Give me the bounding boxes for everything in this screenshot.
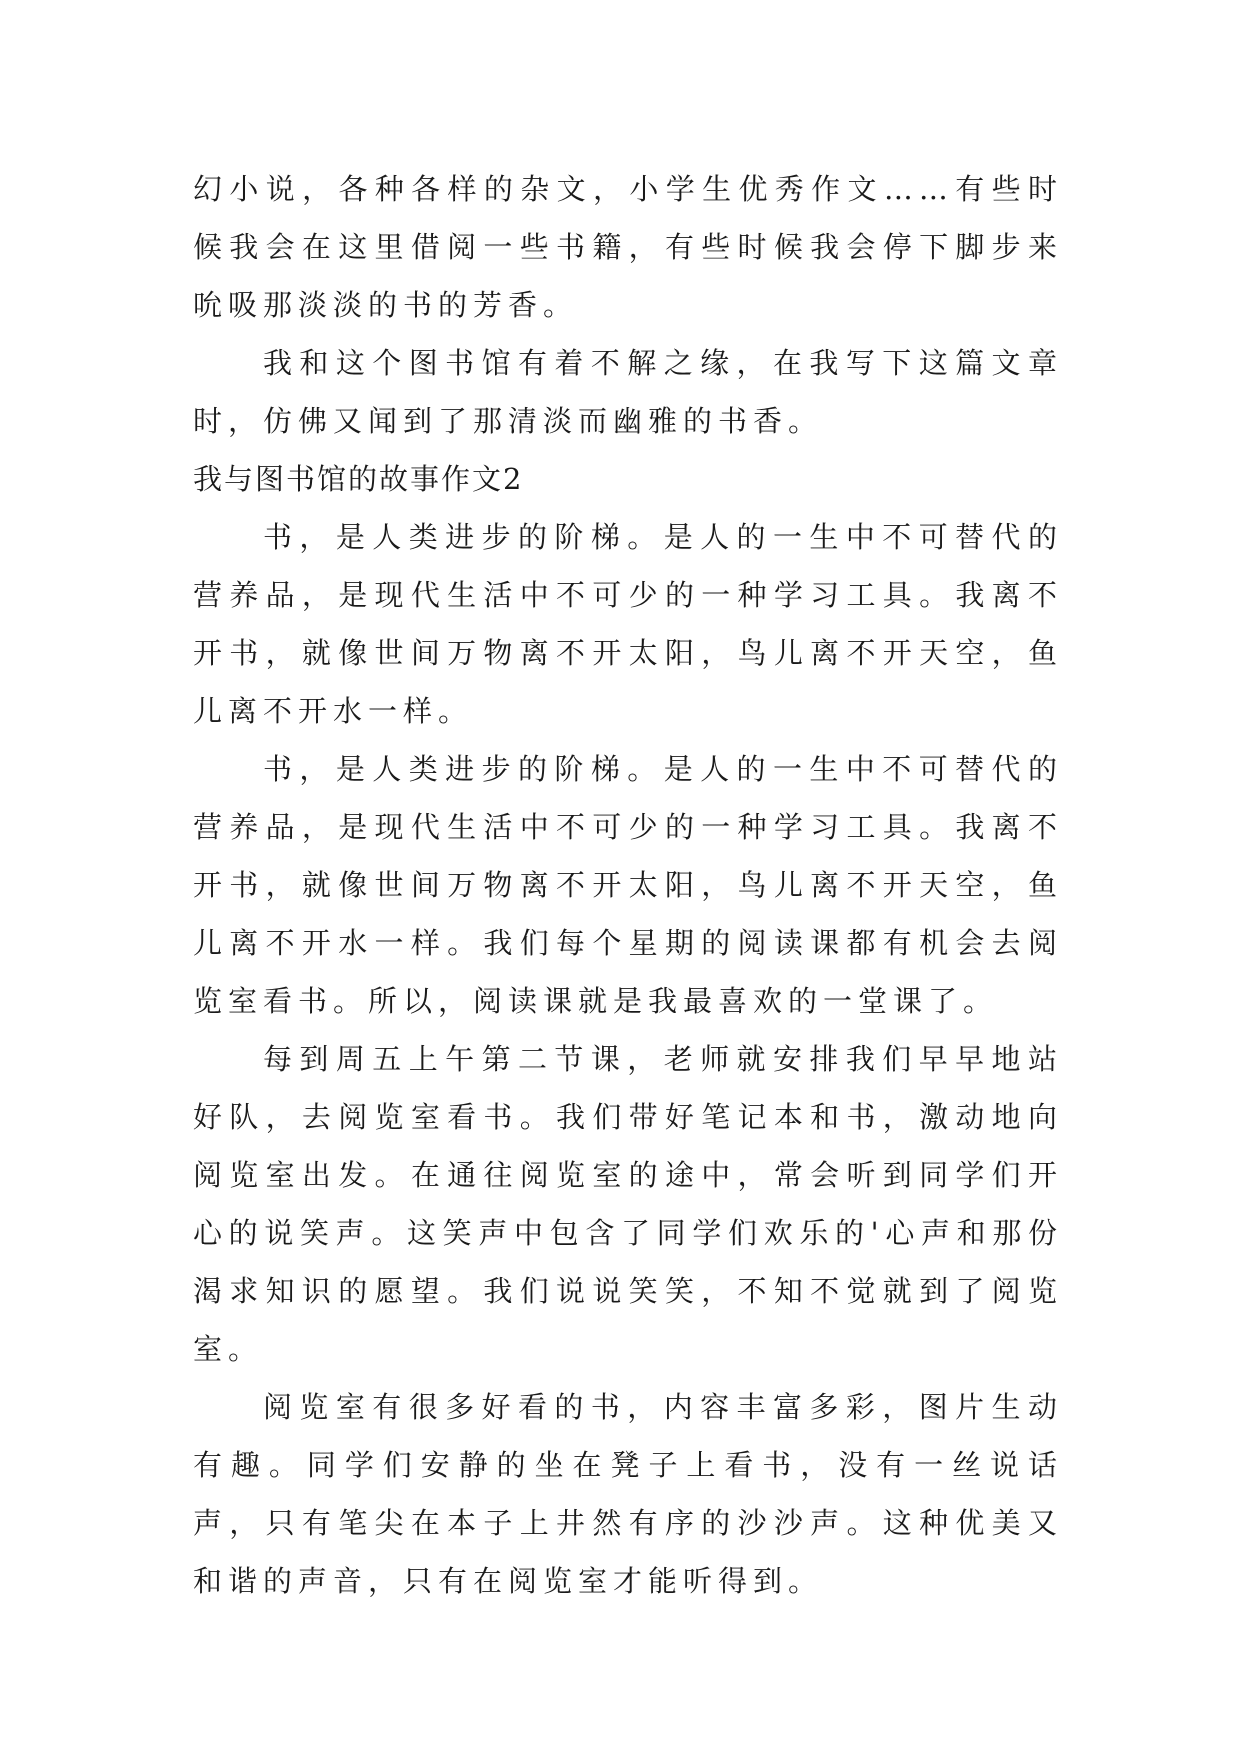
document-body xyxy=(193,160,1063,1610)
paragraph: 每到周五上午第二节课，老师就安排我们早早地站好队，去阅览室看书。我们带好笔记本和书，激动地向阅览室出发。在通往阅览室的途中，常会听到同学们开心的说笑声。这笑声中包含了同学们欢乐的'心声和那份渴求知识的愿望。我们说说笑笑，不知不觉就到了阅览室。 xyxy=(193,1042,1063,1366)
paragraph: 我和这个图书馆有着不解之缘，在我写下这篇文章时，仿佛又闻到了那清淡而幽雅的书香。 xyxy=(193,346,1063,438)
paragraph: 书，是人类进步的阶梯。是人的一生中不可替代的营养品，是现代生活中不可少的一种学习工具。我离不开书，就像世间万物离不开太阳，鸟儿离不开天空，鱼儿离不开水一样。我们每个星期的阅读课都有机会去阅览室看书。所以，阅读课就是我最喜欢的一堂课了。 xyxy=(193,752,1063,1018)
paragraph: 书，是人类进步的阶梯。是人的一生中不可替代的营养品，是现代生活中不可少的一种学习工具。我离不开书，就像世间万物离不开太阳，鸟儿离不开天空，鱼儿离不开水一样。 xyxy=(193,520,1063,728)
section-heading: 我与图书馆的故事作文2 xyxy=(193,462,524,496)
paragraph: 阅览室有很多好看的书，内容丰富多彩，图片生动有趣。同学们安静的坐在凳子上看书，没有一丝说话声，只有笔尖在本子上井然有序的沙沙声。这种优美又和谐的声音，只有在阅览室才能听得到。 xyxy=(193,1390,1063,1598)
paragraph-continuation: 幻小说，各种各样的杂文，小学生优秀作文……有些时候我会在这里借阅一些书籍，有些时候我会停下脚步来吮吸那淡淡的书的芳香。 xyxy=(193,172,1063,322)
